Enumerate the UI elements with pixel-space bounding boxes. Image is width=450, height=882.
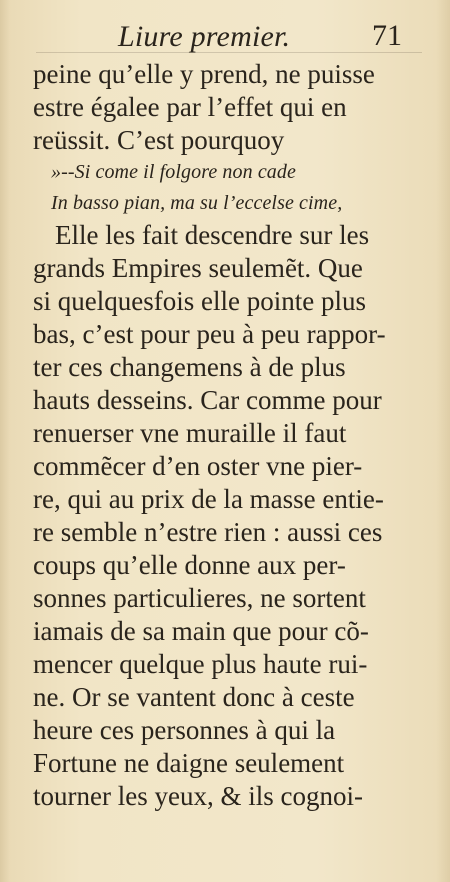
page-number: 71 <box>372 19 402 52</box>
text-line: estre égalee par l’effet qui en <box>33 92 347 122</box>
right-page-shadow <box>436 0 450 882</box>
text-line: ter ces changemens à de plus <box>33 352 346 382</box>
text-line: coups qu’elle donne aux per- <box>33 550 346 580</box>
text-line: renuerser vne muraille il faut <box>33 418 347 448</box>
text-line: ne. Or se vantent donc à ceste <box>33 682 355 712</box>
text-line: reüssit. C’est pourquoy <box>33 125 285 155</box>
text-line: sonnes particulieres, ne sortent <box>33 583 366 613</box>
text-line: re, qui au prix de la masse entie- <box>33 484 384 514</box>
text-line: re semble n’estre rien : aussi ces <box>33 517 383 547</box>
text-line: commẽcer d’en oster vne pier- <box>33 451 363 481</box>
text-line: si quelquesfois elle pointe plus <box>33 286 366 316</box>
text-line: Elle les fait descendre sur les <box>55 220 370 250</box>
left-page-shadow <box>0 0 10 882</box>
text-line: mencer quelque plus haute rui- <box>33 649 368 679</box>
italian-quote-line: In basso pian, ma su l’eccelse cime, <box>51 192 343 214</box>
text-line: heure ces personnes à qui la <box>33 715 336 745</box>
page-header <box>0 14 450 54</box>
text-line: tourner les yeux, & ils cognoi- <box>33 781 363 811</box>
text-line: iamais de sa main que pour cõ- <box>33 616 369 646</box>
header-rule <box>36 52 422 53</box>
text-line: peine qu’elle y prend, ne puisse <box>33 59 375 89</box>
page-text <box>33 58 423 813</box>
text-line: grands Empires seulemẽt. Que <box>33 253 363 283</box>
italian-quote-line: »--Si come il folgore non cade <box>51 161 296 183</box>
text-line: Fortune ne daigne seulement <box>33 748 345 778</box>
text-line: hauts desseins. Car comme pour <box>33 385 382 415</box>
running-title: Liure premier. <box>118 20 291 53</box>
text-line: bas, c’est pour peu à peu rappor- <box>33 319 386 349</box>
